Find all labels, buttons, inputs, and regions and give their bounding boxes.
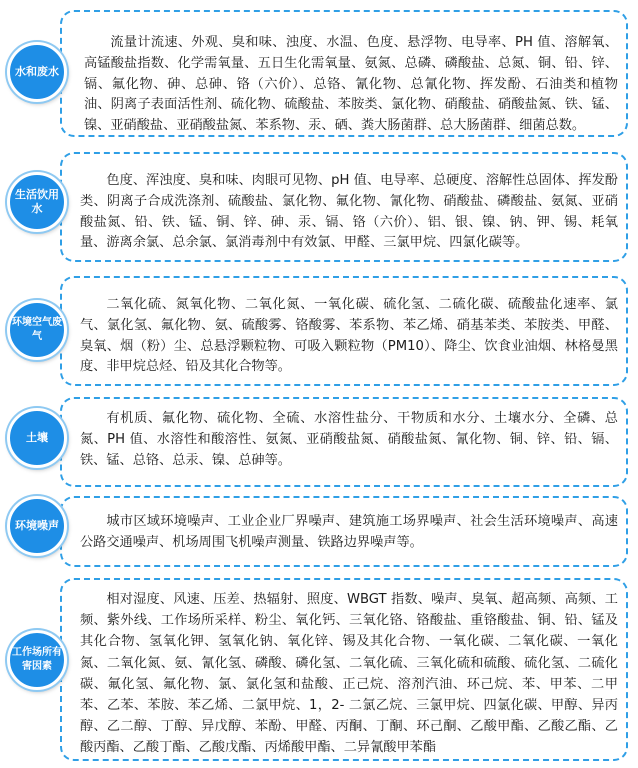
card-soil [60,397,628,487]
section-badge [7,42,67,102]
section-badge [7,172,67,232]
card-environmental-noise [60,496,628,567]
section-badge [7,408,67,468]
card-drinking-water [60,152,628,262]
card-text: 二氧化硫、氮氧化物、二氧化氮、一氧化碳、硫化氢、二硫化碳、硫酸盐化速率、氯气、氯化氢、氟化物、氨、硫酸雾、铬酸雾、苯系物、苯乙烯、硝基苯类、苯胺类、甲醛、臭氧、烟（粉）尘、总悬浮颗粒物、可吸入颗粒物（PM10）、降尘、饮食业油烟、林格曼黑度、非甲烷总烃、铅及其化合物等。 [80,297,618,375]
badge-label: 生活饮用水 [15,188,59,215]
card-water-wastewater [60,10,628,137]
card-text: 城市区域环境噪声、工业企业厂界噪声、建筑施工场界噪声、社会生活环境噪声、高速公路交通噪声、机场周围飞机噪声测量、铁路边界噪声等。 [80,514,618,550]
card-text: 有机质、氟化物、硫化物、全硫、水溶性盐分、干物质和水分、土壤水分、全磷、总氮、PH 值、水溶性和酸溶性、氨氮、亚硝酸盐氮、硝酸盐氮、氰化物、铜、锌、铅、镉、铁、锰、总铬、总汞、镍、总砷等。 [80,411,618,468]
card-workplace-hazards [60,578,628,761]
section-badge [7,630,67,690]
section-badge [7,300,67,360]
badge-label: 环境噪声 [15,519,59,532]
section-badge [7,496,67,556]
badge-label: 工作场所有害因素 [12,647,62,672]
badge-label: 环境空气废气 [12,317,62,342]
card-text: 流量计流速、外观、臭和味、浊度、水温、色度、悬浮物、电导率、PH 值、溶解氧、高锰酸盐指数、化学需氧量、五日生化需氧量、氨氮、总磷、磷酸盐、总氮、铜、铅、锌、镉、氟化物、砷、总砷、铬（六价）、总铬、氰化物、总氰化物、挥发酚、石油类和植物油、阴离子表面活性剂、硫化物、硫酸盐、苯胺类、氯化物、硝酸盐、硝酸盐氮、铁、锰、镍、亚硝酸盐、亚硝酸盐氮、苯系物、汞、硒、粪大肠菌群、总大肠菌群、细菌总数。 [84,35,618,134]
card-text: 色度、浑浊度、臭和味、肉眼可见物、pH 值、电导率、总硬度、溶解性总固体、挥发酚类、阴离子合成洗涤剂、硫酸盐、氯化物、氟化物、氰化物、硝酸盐、磷酸盐、氨氮、亚硝酸盐氮、铅、铁、锰、铜、锌、砷、汞、镉、铬（六价）、铝、银、镍、钠、钾、锡、耗氧量、游离余氯、总余氯、氯消毒剂中有效氯、甲醛、三氯甲烷、四氯化碳等。 [80,173,618,251]
card-text: 相对湿度、风速、压差、热辐射、照度、WBGT 指数、噪声、臭氧、超高频、高频、工频、紫外线、工作场所采样、粉尘、氧化钙、三氧化铬、铬酸盐、重铬酸盐、铜、铅、锰及其化合物、氢氧化钾、氢氧化钠、氧化锌、锡及其化合物、一氧化碳、二氧化碳、一氧化氮、二氧化氮、氨、氰化氢、磷酸、磷化氢、二氧化硫、三氧化硫和硫酸、硫化氢、二硫化碳、氟化氢、氟化物、氯、氯化氢和盐酸、正己烷、溶剂汽油、环己烷、苯、甲苯、二甲苯、乙苯、苯胺、苯乙烯、二氯甲烷、1，2- 二氯乙烷、三氯甲烷、四氯化碳、甲醇、异丙醇、乙二醇、丁醇、异戊醇、苯酚、甲醛、丙酮、丁酮、环己酮、乙酸甲酯、乙酸乙酯、乙酸丙酯、乙酸丁酯、乙酸戊酯、丙烯酸甲酯、二异氰酸甲苯酯 [80,592,618,756]
badge-label: 土壤 [26,431,48,444]
card-ambient-air [60,276,628,386]
badge-label: 水和废水 [15,65,59,78]
